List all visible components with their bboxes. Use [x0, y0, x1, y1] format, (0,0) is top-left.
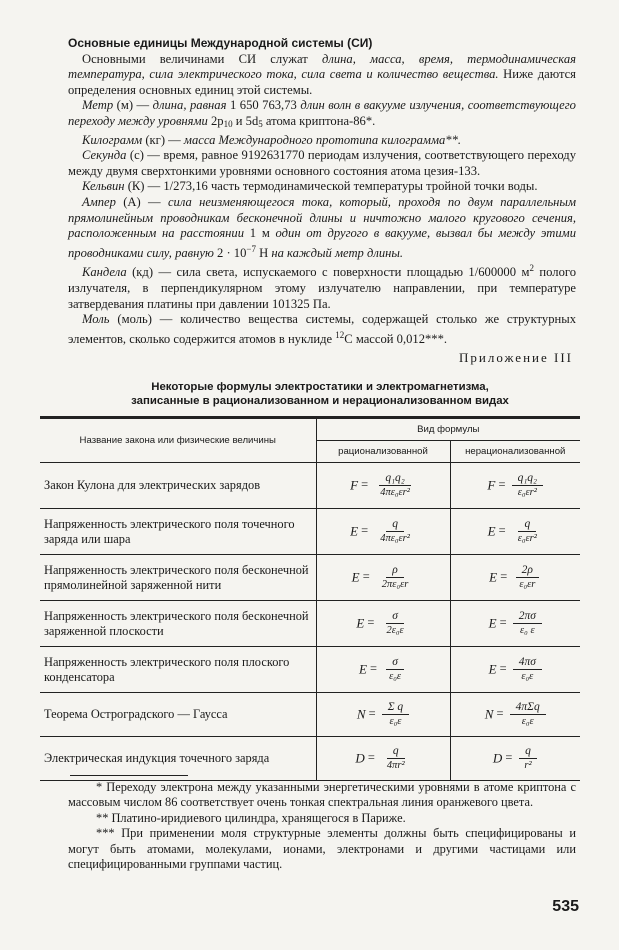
- table-row: [40, 509, 580, 555]
- kelvin-definition: Кельвин (К) — 1/273,16 часть термодинамической температуры тройной точки воды.: [82, 179, 538, 194]
- metre-definition: Метр (м) — длина, равная 1 650 763,73 длин волн в вакууме излучения, соответствующего переходу между уровнями $2p_{10}$ и $5d_5$ атома криптона-86*.: [68, 98, 576, 129]
- formula-lhs: E: [488, 661, 497, 677]
- table-row: [40, 693, 580, 737]
- formula-lhs: F: [350, 477, 359, 493]
- fraction: [381, 744, 411, 773]
- fraction: [383, 655, 407, 684]
- appendix-label: Приложение III: [458, 350, 573, 365]
- numerator: 2πσ: [513, 609, 542, 624]
- denominator: ε₀ ε: [520, 625, 535, 636]
- denominator: r²: [524, 760, 532, 771]
- denominator: ε₀εr²: [517, 533, 537, 544]
- law-name: Теорема Остроградского — Гаусса: [40, 693, 316, 737]
- col-header-name: Название закона или физические величины: [40, 419, 316, 463]
- table-row: [40, 647, 580, 693]
- law-name: Напряженность электрического поля бесконечной заряженной плоскости: [40, 601, 316, 647]
- formula-lhs: N: [356, 706, 366, 722]
- law-name: Напряженность электрического поля плоского конденсатора: [40, 647, 316, 693]
- fraction: [513, 655, 542, 684]
- table-caption: Некоторые формулы электростатики и электромагнетизма, записанные в рационализованном и нерационализованном видах: [131, 381, 509, 407]
- kilogram-definition: Килограмм (кг) — масса Международного прототипа килограмма**.: [82, 132, 462, 147]
- formula-nonrational: D = $\frac{q}{\text{r²}}$: [450, 737, 580, 781]
- formula-lhs: E: [489, 569, 498, 585]
- second-definition: Секунда (с) — время, равное 9192631770 периодам излучения, соответствующего переходу между двумя сверхтонкими уровнями основного состояния атома цезия-133.: [68, 148, 576, 178]
- fraction: [374, 471, 416, 500]
- formula-lhs: N: [484, 706, 494, 722]
- law-name: Напряженность электрического поля бесконечной прямолинейной заряженной нити: [40, 555, 316, 601]
- law-name: Напряженность электрического поля точечного заряда или шара: [40, 509, 316, 555]
- fraction: [382, 700, 409, 729]
- denominator: ε₀εr: [519, 579, 536, 590]
- numerator: q: [519, 744, 537, 759]
- numerator: q₁q₂: [379, 471, 411, 486]
- formula-rational: F = $\frac{\text{q₁q₂}}{\text{4πε₀εr²}}$: [316, 463, 450, 509]
- law-name: Закон Кулона для электрических зарядов: [40, 463, 316, 509]
- footnote-2: ** Платино-иридиевого цилиндра, хранящегося в Париже.: [96, 810, 406, 825]
- candela-definition: Кандела (кд) — сила света, испускаемого с поверхности площадью 1/600000 $м^2$ полого излучателя, в перпендикулярном этому излучателю направлении, при температуре затвердевания платины при давлении 101325 Па.: [68, 263, 577, 311]
- denominator: ε₀ε: [521, 671, 534, 682]
- formula-lhs: E: [350, 523, 359, 539]
- numerator: 2ρ: [516, 563, 539, 578]
- formula-rational: E = $\frac{\rho}{\text{2πε₀εr}}$: [316, 555, 450, 601]
- mole-definition: Моль (моль) — количество вещества системы, содержащей столько же структурных элементов, сколько содержится атомов в нуклиде $^{12}$C массой 0,012***.: [68, 312, 576, 346]
- formula-rational: D = $\frac{q}{\text{4πr²}}$: [316, 737, 450, 781]
- denominator: ε₀ε: [389, 671, 402, 682]
- denominator: 4πε₀εr²: [380, 487, 410, 498]
- denominator: 2ε₀ε: [386, 625, 404, 636]
- ampere-definition: Ампер (А) — сила неизменяющегося тока, который, проходя по двум параллельным прямолинейным проводникам бесконечной длины и ничтожно малого кругового сечения, расположенным на расстоянии 1 м один от другого в вакууме, вызвал бы между этими проводниками силу, равную $2 \cdot 10^{-7}$ Н на каждый метр длины.: [68, 194, 577, 260]
- fraction: [374, 517, 416, 546]
- col-header-nonrational: нерационализованной: [450, 441, 580, 463]
- formula-lhs: E: [356, 615, 365, 631]
- denominator: 4πr²: [386, 760, 405, 771]
- page-number: 535: [552, 898, 579, 915]
- footnote-3: *** При применении моля структурные элементы должны быть специфицированы и могут быть атомами, молекулами, ионами, электронами и другими частицами или специфицированными группами частиц.: [68, 826, 576, 872]
- formula-nonrational: E = $\frac{2\rho}{\text{ε₀εr}}$: [450, 555, 580, 601]
- intro-paragraph: Основными величинами СИ служат длина, масса, время, термодинамическая температура, сила электрического тока, сила света и количество вещества. Ниже даются определения основных единиц этой системы.: [68, 51, 576, 97]
- law-name: Электрическая индукция точечного заряда: [40, 737, 316, 781]
- formula-nonrational: E = $\frac{q}{\text{ε₀εr²}}$: [450, 509, 580, 555]
- formula-lhs: D: [355, 750, 365, 766]
- denominator: 2πε₀εr: [381, 579, 409, 590]
- formula-rational: E = $\frac{\sigma}{\text{ε₀ε}}$: [316, 647, 450, 693]
- fraction: [513, 563, 541, 592]
- numerator: 4πΣq: [510, 700, 546, 715]
- formula-nonrational: F = $\frac{\text{q₁q₂}}{\text{ε₀εr²}}$: [450, 463, 580, 509]
- table-row: [40, 463, 580, 509]
- fraction: [518, 744, 537, 773]
- formula-rational: E = $\frac{q}{\text{4πε₀εr²}}$: [316, 509, 450, 555]
- denominator: 4πε₀εr²: [380, 533, 410, 544]
- numerator: Σ q: [382, 700, 409, 715]
- fraction: [510, 700, 546, 729]
- formula-nonrational: N = $\frac{\text{4πΣq}}{\text{ε₀ε}}$: [450, 693, 580, 737]
- formula-nonrational: E = $\frac{4\pi\sigma}{\text{ε₀ε}}$: [450, 647, 580, 693]
- denominator: ε₀ε: [521, 716, 534, 727]
- formula-lhs: D: [492, 750, 503, 766]
- numerator: σ: [386, 655, 404, 670]
- footnotes: [68, 780, 576, 872]
- formula-lhs: E: [487, 523, 496, 539]
- formula-lhs: F: [487, 477, 496, 493]
- footnote-rule: [70, 775, 188, 776]
- footnote-1: * Переходу электрона между указанными энергетическими уровнями в атоме криптона с массовым числом 86 соответствует очень тонкая спектральная линия оранжевого цвета.: [68, 780, 576, 810]
- fraction: [380, 609, 409, 638]
- numerator: q: [387, 744, 405, 759]
- fraction: [512, 517, 543, 546]
- section-title: Основные единицы Международной системы (СИ): [68, 36, 373, 50]
- table-row: [40, 555, 580, 601]
- fraction: [513, 609, 542, 638]
- fraction: [512, 471, 544, 500]
- numerator: q: [386, 517, 404, 532]
- fraction: [376, 563, 415, 592]
- formula-lhs: E: [351, 569, 360, 585]
- formula-lhs: E: [488, 615, 497, 631]
- col-header-group: Вид формулы: [316, 419, 580, 441]
- formulas-table: [40, 418, 580, 781]
- units-section: [68, 36, 576, 347]
- numerator: 4πσ: [513, 655, 542, 670]
- numerator: σ: [386, 609, 404, 624]
- formula-rational: N = $\frac{\text{Σ q}}{\text{ε₀ε}}$: [316, 693, 450, 737]
- formula-lhs: E: [358, 661, 367, 677]
- numerator: q: [518, 517, 536, 532]
- denominator: ε₀ε: [389, 716, 402, 727]
- table-row: [40, 601, 580, 647]
- formula-nonrational: E = $\frac{2\pi\sigma}{\text{ε₀ ε}}$: [450, 601, 580, 647]
- col-header-rational: рационализованной: [316, 441, 450, 463]
- numerator: ρ: [386, 563, 404, 578]
- denominator: ε₀εr²: [517, 487, 537, 498]
- formula-rational: E = $\frac{\sigma}{\text{2ε₀ε}}$: [316, 601, 450, 647]
- numerator: q₁q₂: [512, 471, 544, 486]
- table-row: [40, 737, 580, 781]
